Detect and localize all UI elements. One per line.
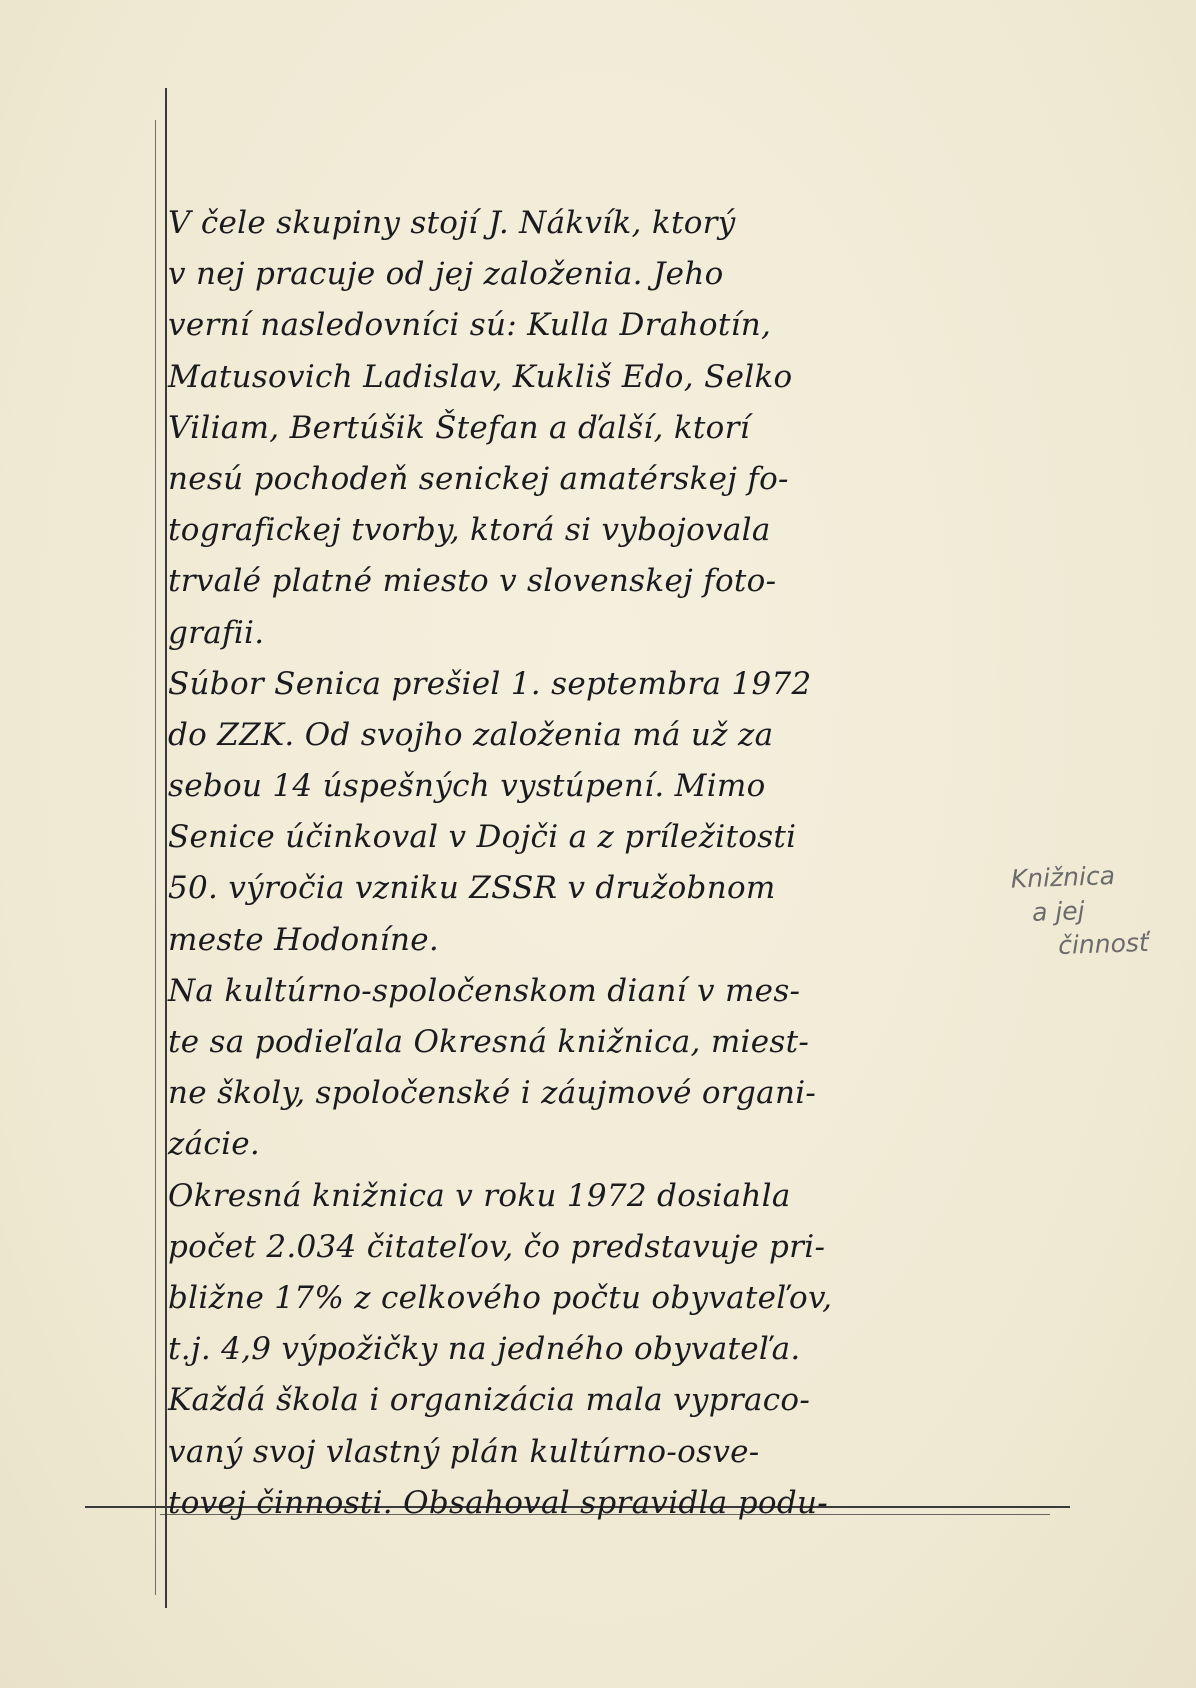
text-line: bližne 17% z celkového počtu obyvateľov, (168, 1279, 833, 1316)
text-line: t.j. 4,9 výpožičky na jedného obyvateľa. (168, 1331, 801, 1368)
text-line: Senice účinkoval v Dojči a z príležitosti (168, 819, 797, 856)
left-margin-line (165, 88, 167, 1608)
text-line: Viliam, Bertúšik Štefan a ďalší, ktorí (168, 409, 750, 446)
margin-note-line: a jej (1031, 896, 1086, 927)
text-line: trvalé platné miesto v slovenskej foto- (168, 563, 777, 600)
text-line: vaný svoj vlastný plán kultúrno-osve- (168, 1433, 760, 1470)
margin-note (1010, 857, 1163, 964)
text-line: 50. výročia vzniku ZSSR v družobnom (168, 870, 776, 907)
margin-note-line: Knižnica (1010, 861, 1116, 894)
text-line: počet 2.034 čitateľov, čo predstavuje pri- (168, 1228, 826, 1265)
text-line: te sa podieľala Okresná knižnica, miest- (168, 1024, 810, 1060)
text-line: Matusovich Ladislav, Kukliš Edo, Selko (168, 358, 793, 395)
text-line: Súbor Senica prešiel 1. septembra 1972 (168, 665, 812, 702)
text-line: ne školy, spoločenské i záujmové organi- (168, 1075, 817, 1112)
text-line: zácie. (168, 1126, 261, 1163)
text-line: tovej činnosti. Obsahoval spravidla podu- (168, 1484, 829, 1521)
text-line: grafii. (168, 614, 265, 651)
text-line: meste Hodoníne. (168, 921, 440, 958)
margin-note-line: činnosť (1057, 927, 1150, 961)
text-line: do ZZK. Od svojho založenia má už za (168, 716, 774, 753)
text-line: tografickej tvorby, ktorá si vybojovala (168, 512, 771, 549)
handwritten-text (168, 198, 1048, 1529)
text-line: v nej pracuje od jej založenia. Jeho (168, 256, 724, 293)
text-line: V čele skupiny stojí J. Nákvík, ktorý (168, 205, 736, 241)
left-margin-line-secondary (155, 120, 156, 1595)
text-line: nesú pochodeň senickej amatérskej fo- (168, 460, 789, 497)
text-line: sebou 14 úspešných vystúpení. Mimo (168, 768, 766, 805)
text-line: Každá škola i organizácia mala vypraco- (168, 1382, 811, 1419)
text-line: verní nasledovníci sú: Kulla Drahotín, (168, 307, 772, 344)
text-line: Okresná knižnica v roku 1972 dosiahla (168, 1177, 791, 1214)
text-line: Na kultúrno-spoločenskom dianí v mes- (168, 972, 801, 1009)
